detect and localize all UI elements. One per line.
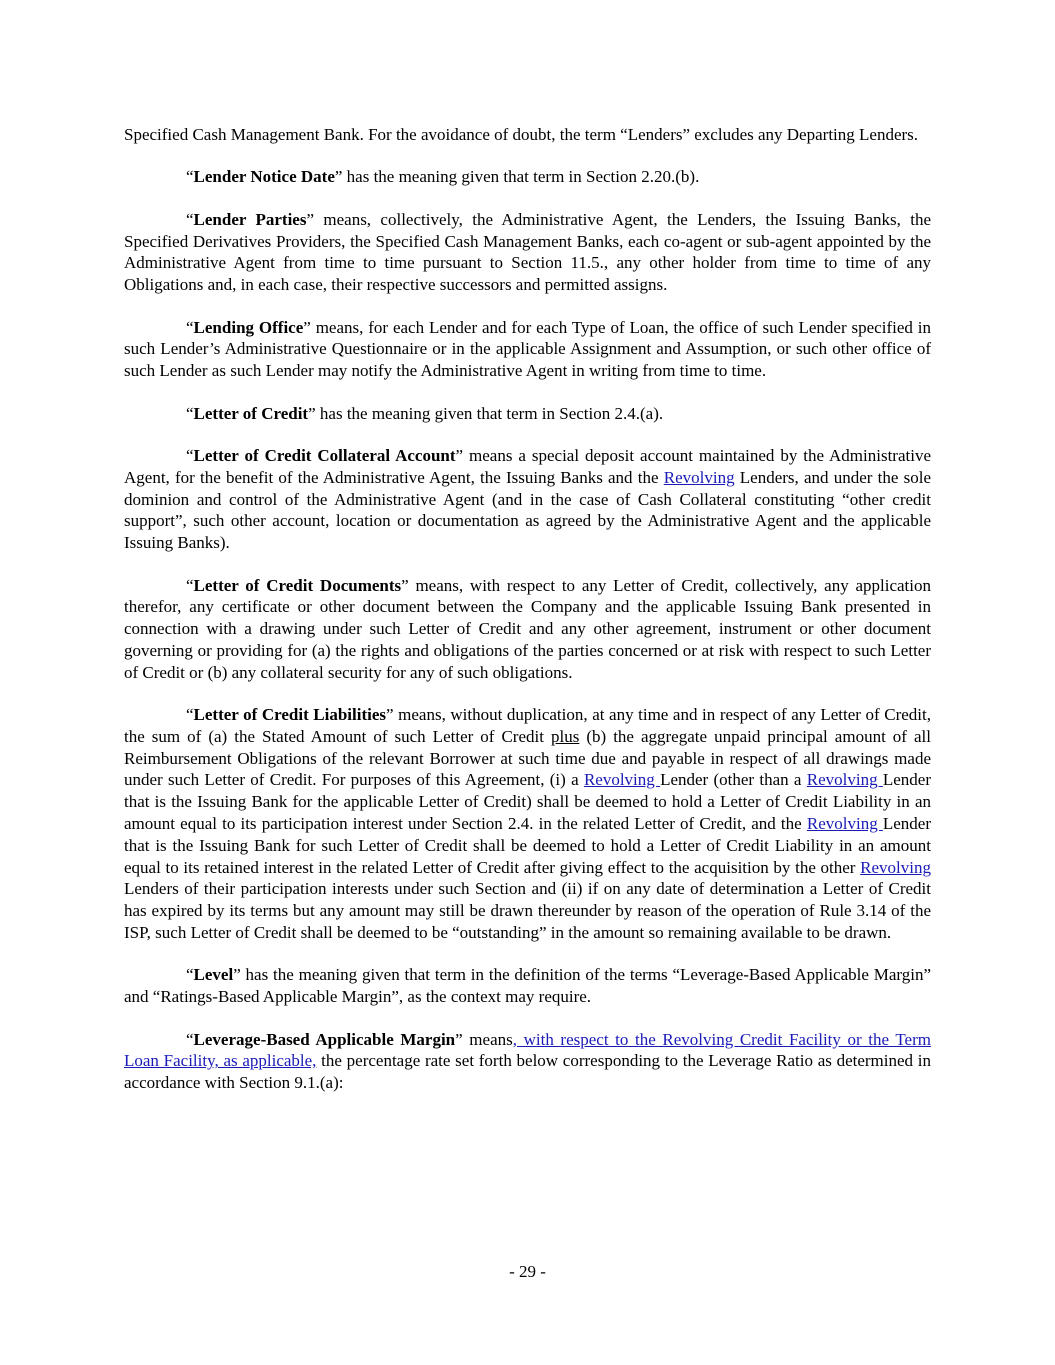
document-page — [124, 124, 931, 1115]
definition-text: the percentage rate set forth below corresponding to the Leverage Ratio as determined in accordance with Section 9.1.(a): — [124, 1051, 931, 1093]
definition-text: Lender that is the Issuing Bank for such Letter of Credit shall be deemed to hold a Letter of Credit Liability in an amount equal to its retained interest in the related Letter of Credit after giving effect to the acquisition by the other — [124, 814, 931, 877]
open-quote: “ — [186, 575, 194, 595]
open-quote: “ — [186, 1029, 194, 1049]
definition-text: has the meaning given that term in Section 2.20.(b). — [342, 167, 700, 187]
defined-term: Letter of Credit Documents — [193, 575, 402, 595]
inserted-revolving-link[interactable]: Revolving — [583, 770, 661, 790]
defined-term: Letter of Credit — [193, 403, 309, 423]
definition-text: Lender (other than a — [660, 770, 807, 790]
definition-lending-office — [124, 317, 931, 382]
definition-lender-parties — [124, 209, 931, 296]
open-quote: “ — [186, 965, 194, 985]
open-quote: “ — [186, 445, 194, 465]
definition-leverage-based-applicable-margin — [124, 1029, 931, 1094]
definition-text: means, without duplication, at any time and in respect of any Letter of Credit, the sum of (a) the Stated Amount of such Letter of Credit — [124, 705, 931, 746]
defined-term: Lender Parties — [193, 209, 307, 229]
definition-text: Lenders of their participation interests under such Section and (ii) if on any date of determination a Letter of Credit has expired by its terms but any amount may still be drawn thereunder by reason of the operation of Rule 3.14 of the ISP, such Letter of Credit shall be deemed to be “outstanding” in the amount so remaining available to be drawn. — [124, 879, 931, 943]
close-quote: ” — [306, 209, 315, 229]
definition-text: has the meaning given that term in Section 2.4.(a). — [315, 403, 664, 423]
close-quote: ” — [455, 1029, 463, 1049]
close-quote: ” — [303, 317, 311, 337]
definition-level — [124, 964, 931, 1008]
continued-paragraph — [124, 124, 931, 146]
underlined-plus: plus — [550, 726, 580, 746]
definition-text: has the meaning given that term in the definition of the terms “Leverage-Based Applicable Margin” and “Ratings-Based Applicable Margin”, as the context may require. — [124, 965, 931, 1007]
open-quote: “ — [186, 167, 194, 187]
definition-text: means, for each Lender and for each Type of Loan, the office of such Lender specified in such Lender’s Administrative Questionnaire or in the applicable Assignment and Assumption, or such other office of such Lender as such Lender may notify the Administrative Agent in writing from time to time. — [124, 317, 931, 381]
defined-term: Level — [193, 965, 234, 985]
definition-text: Lenders, and under the sole dominion and control of the Administrative Agent (and in the case of Cash Collateral constituting “other credit support”, such other account, location or documentation as agreed by the Administrative Agent and the applicable Issuing Banks). — [124, 467, 931, 553]
close-quote: ” — [233, 965, 241, 985]
close-quote: ” — [334, 167, 343, 187]
definition-text: means, collectively, the Administrative Agent, the Lenders, the Issuing Banks, the Specified Derivatives Providers, the Specified Cash Management Banks, each co-agent or sub-agent appointed by the Administrative Agent from time to time pursuant to Section 11.5., any other holder from time to time of any Obligations and, in each case, their respective successors and permitted assigns. — [124, 209, 931, 295]
definition-letter-of-credit-collateral-account — [124, 445, 931, 554]
inserted-revolving-link[interactable]: Revolving — [806, 770, 883, 790]
inserted-revolving-link[interactable]: Revolving — [806, 814, 883, 834]
inserted-facility-link[interactable]: , with respect to the Revolving Credit Facility or the Term Loan Facility, as applicable, — [124, 1029, 931, 1071]
definition-text: means, with respect to any Letter of Credit, collectively, any application therefor, any certificate or other document between the Company and the applicable Issuing Bank presented in connection with a drawing under such Letter of Credit and any other agreement, instrument or other document governing or providing for (a) the rights and obligations of the parties concerned or at risk with respect to such Letter of Credit or (b) any collateral security for any of such obligations. — [124, 575, 932, 682]
definition-text: means — [462, 1029, 513, 1049]
open-quote: “ — [186, 705, 194, 725]
defined-term: Letter of Credit Collateral Account — [193, 445, 456, 465]
open-quote: “ — [186, 209, 194, 229]
defined-term: Lending Office — [193, 317, 304, 337]
defined-term: Lender Notice Date — [193, 167, 335, 187]
definition-text: Lender that is the Issuing Bank for the applicable Letter of Credit) shall be deemed to hold a Letter of Credit Liability in an amount equal to its participation interest under Section 2.4. in the related Letter of Credit, and the — [124, 770, 931, 834]
close-quote: ” — [308, 403, 316, 423]
definition-lender-notice-date — [124, 166, 931, 188]
definition-text: (b) the aggregate unpaid principal amount of all Reimbursement Obligations of the relevant Borrower at such time due and payable in respect of all drawings made under such Letter of Credit. For purposes of this Agreement, (i) a — [124, 726, 931, 790]
open-quote: “ — [186, 317, 194, 337]
close-quote: ” — [401, 575, 409, 595]
definition-text: means a special deposit account maintained by the Administrative Agent, for the benefit of the Administrative Agent, the Issuing Banks and the — [124, 445, 932, 487]
page-number: - 29 - — [509, 1262, 546, 1281]
close-quote: ” — [455, 445, 464, 465]
defined-term: Letter of Credit Liabilities — [193, 705, 387, 725]
definition-letter-of-credit-documents — [124, 575, 931, 684]
open-quote: “ — [186, 403, 194, 423]
definition-letter-of-credit — [124, 403, 931, 425]
inserted-revolving-link[interactable]: Revolving — [860, 857, 931, 877]
inserted-revolving-link[interactable]: Revolving — [663, 467, 735, 487]
close-quote: ” — [386, 705, 394, 725]
definition-letter-of-credit-liabilities — [124, 704, 931, 944]
defined-term: Leverage-Based Applicable Margin — [193, 1029, 456, 1049]
paragraph-text: Specified Cash Management Bank. For the avoidance of doubt, the term “Lenders” excludes any Departing Lenders. — [124, 125, 919, 144]
